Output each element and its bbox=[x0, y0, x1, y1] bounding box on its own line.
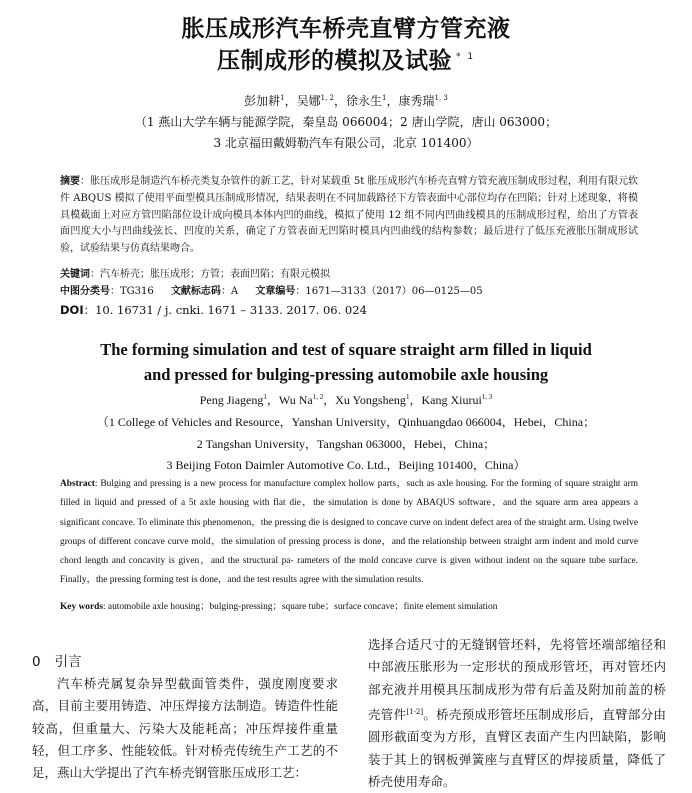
doc-code-label: 文献标志码 bbox=[170, 286, 221, 297]
english-title-line-1: The forming simulation and test of square straight arm filled in liquid bbox=[100, 340, 592, 359]
title-footnote-mark: * 1 bbox=[455, 52, 476, 63]
doi-line bbox=[60, 302, 638, 319]
chinese-affiliation-line-2: 3 北京福田戴姆勒汽车有限公司，北京 101400） bbox=[213, 136, 479, 150]
english-abstract-text: : Bulging and pressing is a new process for manufacture complex hollow parts，such as axle housing. For the forming of square straight arm filled in liquid and pressed of a 5t axle housing with flat die，the simulation is done by ABAQUS software，and the square arm area appears a significant concave. To eliminate this phenomenon，the pressing die is designed to concave curve on indent defect area of the straight arm. Using twelve groups of different concave curve mold，the simulation of pressing process is done，and the relationship between straight arm indent and mold curve chord length and concavity is given，and the structural pa- rameters of the mold concave curve is given without indent on the square tube surface. Finally，the pressing forming test is done，and the test results agree with the simulation results. bbox=[60, 479, 638, 586]
doi-value: ：10. 16731 / j. cnki. 1671 – 3133. 2017. 06. 024 bbox=[83, 303, 367, 317]
citation-ref: [1-2] bbox=[406, 707, 424, 716]
doi-label: DOI bbox=[60, 303, 84, 317]
classification-line bbox=[60, 284, 638, 301]
english-affiliation-line-1: （1 College of Vehicles and Resource，Yanshan University，Qinhuangdao 066004，Hebei，China； bbox=[96, 415, 596, 429]
chinese-title-line-2: 压制成形的模拟及试验 $^{* 1}$ bbox=[216, 48, 476, 74]
section-title: 引言 bbox=[54, 654, 82, 670]
english-authors: Peng Jiageng$^1$，Wu Na$^{1, 2}$，Xu Yongsheng$^1$，Kang Xiurui$^{1, 3}$ bbox=[199, 393, 493, 407]
abstract-label: 摘要 bbox=[60, 176, 81, 187]
english-affiliation-line-2: 2 Tangshan University，Tangshan 063000，Hebei，China； bbox=[196, 437, 496, 451]
body-right-column bbox=[368, 634, 666, 793]
english-title-line-2: and pressed for bulging-pressing automobile axle housing bbox=[143, 365, 549, 384]
section-heading bbox=[32, 650, 82, 670]
body-right-text-1: 选择合适尺寸的无缝钢管坯料，先将管坯端部缩径和中部液压胀形为一定形状的预成形管坯，再对管坯内部充液并用模具压制成形为带有后盖及附加前盖的桥壳管件 bbox=[368, 637, 666, 723]
english-abstract-label: Abstract bbox=[60, 479, 95, 489]
section-number: 0 bbox=[32, 654, 41, 670]
keywords-label: 关键词 bbox=[60, 269, 90, 280]
english-affiliation-line-3: 3 Beijing Foton Daimler Automotive Co. Ltd.，Beijing 101400，China） bbox=[166, 458, 526, 472]
abstract-text: ：胀压成形是制造汽车桥壳类复杂管件的新工艺，针对某载重 5t 胀压成形汽车桥壳直臂方管充液压制成形过程，利用有限元软件 ABQUS 模拟了使用平面型模具压制成形情况，结果表明在不同加载路径下方管表面中心部位均存在凹陷；针对上述现象，将模具模截面上对应方管凹陷部位设计成向模具本体内凹的曲线，模拟了使用 12 组不同内凹曲线模具的压制成形过程，给出了方管表面凹度大小与凹曲线弦长、凹度的关系，确定了方管表面无凹陷时模具内凹曲线的结构参数；最后进行了低压充液胀压制成形试验，试验结果与仿真结果吻合。 bbox=[60, 176, 638, 255]
chinese-title-line-1: 胀压成形汽车桥壳直臂方管充液 bbox=[181, 16, 511, 42]
chinese-authors: 彭加耕$^1$，吴娜$^{1, 2}$，徐永生$^1$，康秀瑞$^{1, 3}$ bbox=[244, 94, 448, 108]
body-left-column: 汽车桥壳属复杂异型截面管类件，强度刚度要求高，目前主要用铸造、冲压焊接方法制造。铸造件性能较高，但重量大、污染大及能耗高；冲压焊接件重量轻，但工序多、性能较低。针对桥壳传统生产工艺的不足，燕山大学提出了汽车桥壳钢管胀压成形工艺： bbox=[32, 676, 338, 781]
article-number-value: ：1671—3133（2017）06—0125—05 bbox=[295, 286, 483, 297]
article-number-label: 文章编号 bbox=[255, 286, 296, 297]
chinese-abstract bbox=[60, 174, 638, 258]
doc-code-value: ：A bbox=[220, 286, 239, 297]
english-keywords-text: : automobile axle housing；bulging-pressing；square tube；surface concave；finite element simulation bbox=[102, 602, 498, 612]
english-keywords bbox=[60, 598, 638, 617]
english-keywords-label: Key words bbox=[60, 602, 103, 612]
chinese-affiliation-line-1: （1 燕山大学车辆与能源学院，秦皇岛 066004；2 唐山学院，唐山 063000； bbox=[134, 115, 558, 129]
body-right-text-2: 。桥壳预成形管坯压制成形后，直臂部分由圆形截面变为方形，直臂区表面产生内凹缺陷，影响装于其上的钢板弹簧座与直臂区的焊接质量，降低了桥壳使用寿命。 bbox=[368, 707, 666, 789]
chinese-keywords bbox=[60, 267, 638, 284]
clc-label: 中图分类号 bbox=[60, 286, 110, 297]
keywords-text: ：汽车桥壳；胀压成形；方管；表面凹陷；有限元模拟 bbox=[90, 269, 330, 280]
clc-value: ：TG316 bbox=[110, 286, 154, 297]
english-abstract bbox=[60, 475, 638, 591]
